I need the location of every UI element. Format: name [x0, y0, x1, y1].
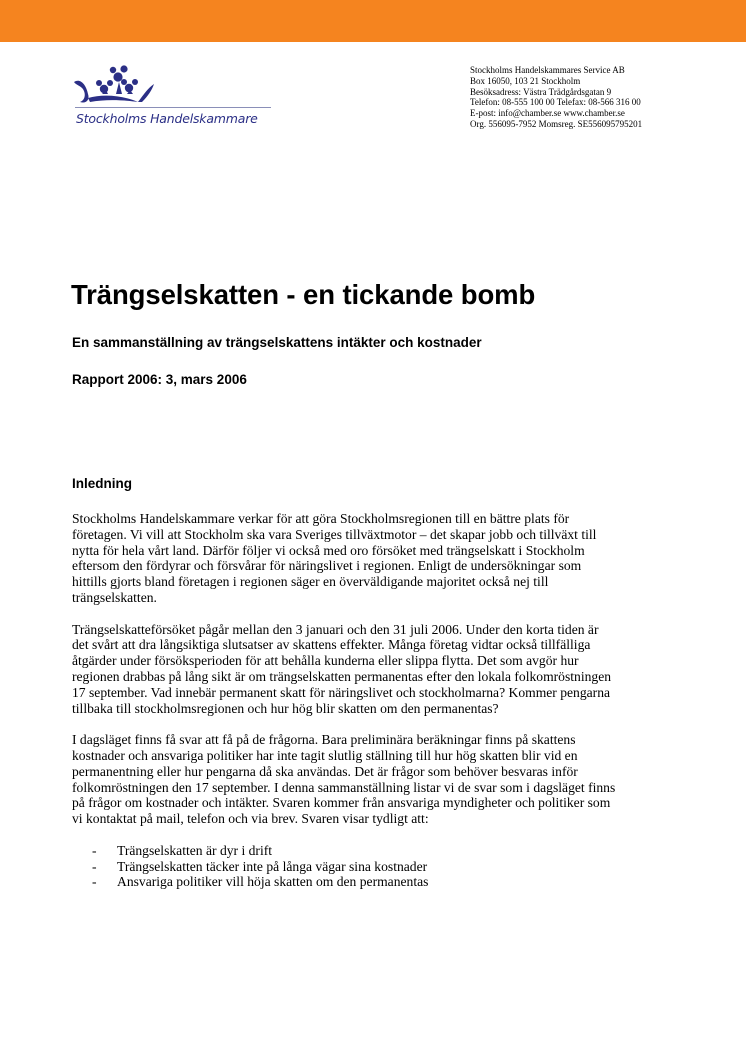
text-line: på frågor om kostnader och intäkter. Svaren kommer från ansvariga myndigheter och politiker som: [72, 795, 611, 811]
text-line: folkomröstningen den 17 september. I denna sammanställning listar vi de svar som i dagsläget finns: [72, 779, 616, 795]
document-title: Trängselskatten - en tickande bomb: [71, 279, 536, 310]
top-color-bar: [0, 0, 746, 42]
address-block: [470, 65, 642, 130]
section-body: [72, 511, 672, 890]
bullet-dash: -: [92, 858, 97, 874]
bullet-dash: -: [92, 874, 97, 890]
document-subtitle: En sammanställning av trängselskattens intäkter och kostnader: [72, 335, 482, 350]
text-line: hittills gjorts bland företagen i regionen säger en överväldigande majoritet också nej till: [72, 574, 549, 590]
paragraph: [72, 622, 672, 717]
company-logo: [72, 64, 274, 134]
text-line: företagen. Vi vill att Stockholm ska vara Sveriges tillväxtmotor – det skapar jobb och tillväxt till: [72, 526, 597, 542]
text-line: Trängselskatteförsöket pågår mellan den 3 januari och den 31 juli 2006. Under den korta tiden är: [72, 621, 599, 637]
logo-wordmark: Stockholms Handelskammare: [76, 111, 258, 126]
list-item-text: Trängselskatten täcker inte på långa vägar sina kostnader: [117, 858, 428, 874]
text-line: Stockholms Handelskammare verkar för att göra Stockholmsregionen till en bättre plats för: [72, 511, 570, 526]
logo-underline: [75, 107, 271, 108]
text-line: regionen drabbas på lång sikt är om trängselskatten permanentas efter den lokala folkomröstningen: [72, 668, 612, 684]
address-line: Stockholms Handelskammares Service AB: [470, 65, 625, 75]
address-line: E-post: info@chamber.se www.chamber.se: [470, 108, 625, 119]
crown-icon: [72, 64, 274, 108]
list-item: [72, 843, 672, 859]
address-line: Box 16050, 103 21 Stockholm: [470, 75, 581, 86]
bullet-list: [72, 843, 672, 890]
text-line: nytta för hela vårt land. Därför följer vi också med oro försöket med trängselskatt i Stockholm: [72, 542, 585, 558]
text-line: trängselskatten.: [72, 589, 157, 605]
text-line: kostnader och ansvariga politiker har inte tagit slutlig ställning till hur hög skatten blir vid en: [72, 747, 578, 763]
list-item: [72, 859, 672, 875]
address-line: Org. 556095-7952 Momsreg. SE556095795201: [470, 118, 643, 129]
text-line: tillbaka till stockholmsregionen och hur hög blir skatten om den permanentas?: [72, 700, 499, 716]
text-line: eftersom den fördyrar och försvårar för näringslivet i regionen. Enligt de undersökningar som: [72, 558, 582, 574]
bullet-dash: -: [92, 842, 97, 858]
paragraph: [72, 732, 672, 827]
address-line: Telefon: 08-555 100 00 Telefax: 08-566 316 00: [470, 97, 641, 108]
text-line: 17 september. Vad innebär permanent skatt för näringslivet och stockholmarna? Kommer pengarna: [72, 684, 611, 700]
paragraph: [72, 511, 672, 606]
text-line: I dagsläget finns få svar att få på de frågorna. Bara preliminära beräkningar finns på skattens: [72, 732, 576, 748]
text-line: åtgärder under försöksperioden för att behålla kunderna eller slippa flytta. Det som avgör hur: [72, 653, 579, 669]
section-heading: Inledning: [72, 476, 132, 491]
text-line: permanentning eller hur pengarna då ska användas. Det är frågor som behöver besvaras inför: [72, 763, 578, 779]
report-number: Rapport 2006: 3, mars 2006: [72, 372, 247, 387]
text-line: vi kontaktat på mail, telefon och via brev. Svaren visar tydligt att:: [72, 811, 429, 827]
list-item: [72, 874, 672, 890]
list-item-text: Trängselskatten är dyr i drift: [117, 842, 273, 858]
list-item-text: Ansvariga politiker vill höja skatten om den permanentas: [117, 874, 429, 890]
text-line: det svårt att dra långsiktiga slutsatser av skattens effekter. Många företag vidtar också tillfälliga: [72, 637, 591, 653]
address-line: Besöksadress: Västra Trädgårdsgatan 9: [470, 86, 612, 97]
